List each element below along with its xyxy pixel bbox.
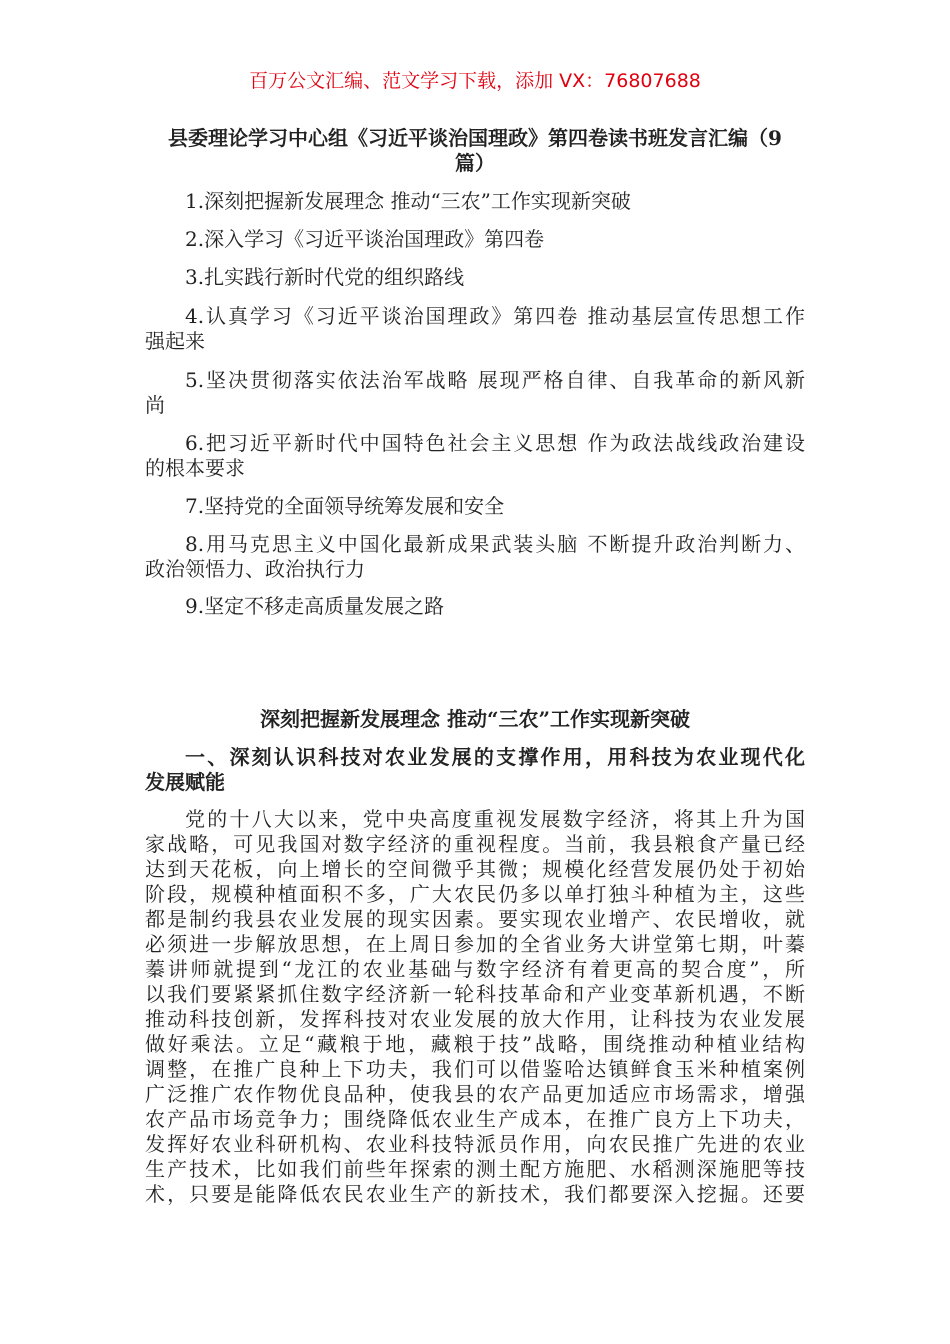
paragraph-line: 党的十八大以来，党中央高度重视发展数字经济，将其上升为国 [185,807,805,831]
toc-item-line: 5.坚决贯彻落实依法治军战略 展现严格自律、自我革命的新风新 [185,368,805,392]
paragraph-line: 阶段，规模种植面积不多，广大农民仍多以单打独斗种植为主，这些 [145,882,805,906]
paragraph-line: 必须进一步解放思想，在上周日参加的全省业务大讲堂第七期，叶蓁 [145,932,805,956]
section-heading [145,745,805,795]
toc-item-line: 尚 [145,393,165,417]
toc-item[interactable] [145,304,805,354]
toc-item-line: 9.坚定不移走高质量发展之路 [185,594,445,618]
paragraph-line: 农产品市场竞争力；围绕降低农业生产成本，在推广良方上下功夫， [145,1107,805,1131]
paragraph-line: 发挥好农业科研机构、农业科技特派员作用，向农民推广先进的农业 [145,1132,805,1156]
watermark-header: 百万公文汇编、范文学习下载，添加 VX：76807688 [249,70,701,92]
heading-line: 发展赋能 [145,770,225,794]
document-title [145,126,805,176]
toc-item[interactable] [145,494,805,519]
paragraph-line: 广泛推广农作物优良品种，使我县的农产品更加适应市场需求，增强 [145,1082,805,1106]
heading-line: 一、深刻认识科技对农业发展的支撑作用，用科技为农业现代化 [185,745,805,769]
toc-item-line: 政治领悟力、政治执行力 [145,557,365,581]
toc-item[interactable] [145,532,805,582]
paragraph-line: 调整，在推广良种上下功夫，我们可以借鉴哈达镇鲜食玉米种植案例 [145,1057,805,1081]
toc-item[interactable] [145,189,805,214]
toc-item-line: 3.扎实践行新时代党的组织路线 [185,265,465,289]
document-title-line: 县委理论学习中心组《习近平谈治国理政》第四卷读书班发言汇编（9 [168,126,782,150]
toc-item-line: 的根本要求 [145,456,245,480]
toc-item-line: 4.认真学习《习近平谈治国理政》第四卷 推动基层宣传思想工作 [185,304,805,328]
toc-item[interactable] [145,594,805,619]
paragraph-line: 蓁讲师就提到“龙江的农业基础与数字经济有着更高的契合度”，所 [145,957,805,981]
toc-item[interactable] [145,227,805,252]
toc-item[interactable] [145,265,805,290]
toc-item-line: 强起来 [145,329,205,353]
document-title-line: 篇） [455,151,495,175]
paragraph-line: 术，只要是能降低农民农业生产的新技术，我们都要深入挖掘。还要 [145,1182,805,1206]
paragraph-line: 达到天花板，向上增长的空间微乎其微；规模化经营发展仍处于初始 [145,857,805,881]
toc-item-line: 7.坚持党的全面领导统筹发展和安全 [185,494,505,518]
paragraph-line: 推动科技创新，发挥科技对农业发展的放大作用，让科技为农业发展 [145,1007,805,1031]
toc-item-line: 8.用马克思主义中国化最新成果武装头脑 不断提升政治判断力、 [185,532,805,556]
paragraph-line: 家战略，可见我国对数字经济的重视程度。当前，我县粮食产量已经 [145,832,805,856]
paragraph-line: 生产技术，比如我们前些年探索的测土配方施肥、水稻测深施肥等技 [145,1157,805,1181]
toc-item-line: 1.深刻把握新发展理念 推动“三农”工作实现新突破 [185,189,631,213]
paragraph-line: 都是制约我县农业发展的现实因素。要实现农业增产、农民增收，就 [145,907,805,931]
section-title: 深刻把握新发展理念 推动“三农”工作实现新突破 [260,707,690,731]
paragraph-line: 做好乘法。立足“藏粮于地，藏粮于技”战略，围绕推动种植业结构 [145,1032,805,1056]
toc-item-line: 2.深入学习《习近平谈治国理政》第四卷 [185,227,545,251]
toc-item[interactable] [145,368,805,418]
paragraph-line: 以我们要紧紧抓住数字经济新一轮科技革命和产业变革新机遇，不断 [145,982,805,1006]
toc-item-line: 6.把习近平新时代中国特色社会主义思想 作为政法战线政治建设 [185,431,805,455]
toc-item[interactable] [145,431,805,481]
body-paragraph [145,807,805,1207]
